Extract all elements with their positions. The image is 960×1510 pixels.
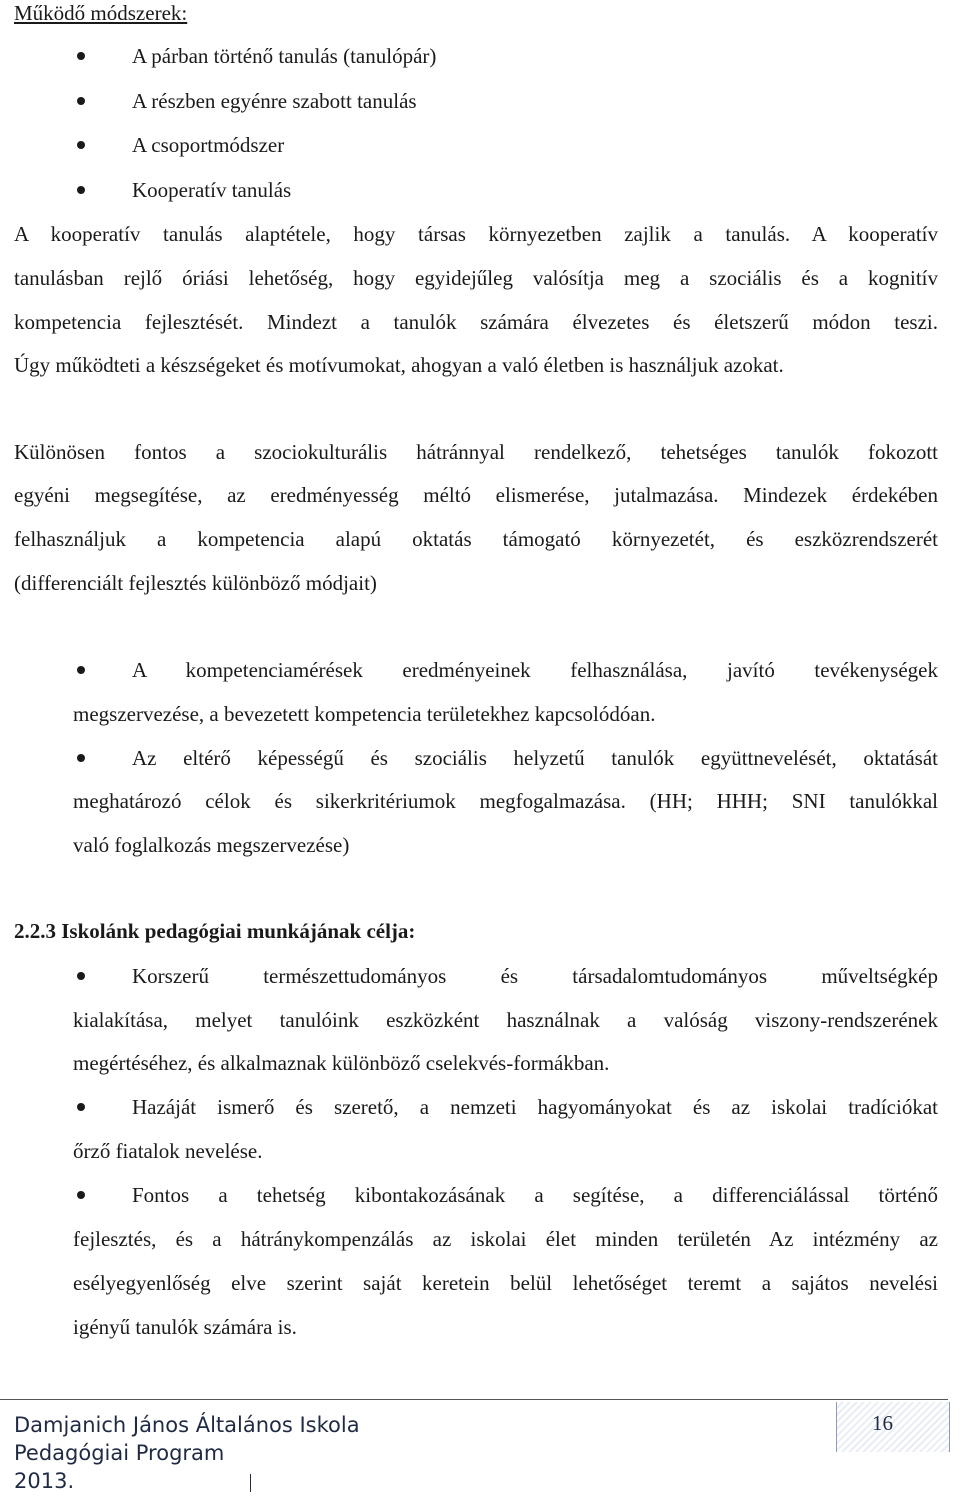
list-item-continuation: esélyegyenlőség elve szerint saját keretein belül lehetőséget teremt a sajátos nevelési <box>73 1271 938 1295</box>
bullet-icon <box>77 141 85 149</box>
paragraph-line: (differenciált fejlesztés különböző módjait) <box>14 571 377 595</box>
paragraph-line: felhasználjuk a kompetencia alapú oktatás támogató környezetét, és eszközrendszerét <box>14 527 938 551</box>
list-item: A kompetenciamérések eredményeinek felhasználása, javító tevékenységek <box>132 658 938 682</box>
footer-program-name: Pedagógiai Program <box>14 1441 225 1465</box>
list-item-continuation: megszervezése, a bevezetett kompetencia területekhez kapcsolódóan. <box>73 702 656 726</box>
list-item: A párban történő tanulás (tanulópár) <box>132 44 437 68</box>
footer-year: 2013. <box>14 1469 75 1493</box>
paragraph-line: egyéni megsegítése, az eredményesség méltó elismerése, jutalmazása. Mindezek érdekében <box>14 483 938 507</box>
bullet-icon <box>77 1103 85 1111</box>
footer-school-name: Damjanich János Általános Iskola <box>14 1413 360 1437</box>
paragraph-line: Különösen fontos a szociokulturális hátránnyal rendelkező, tehetséges tanulók fokozott <box>14 440 938 464</box>
paragraph-line: kompetencia fejlesztését. Mindezt a tanulók számára élvezetes és életszerű módon teszi. <box>14 310 938 334</box>
bullet-icon <box>77 666 85 674</box>
methods-heading: Működő módszerek: <box>14 1 188 25</box>
page-number: 16 <box>872 1411 893 1435</box>
list-item: Az eltérő képességű és szociális helyzetű tanulók együttnevelését, oktatását <box>132 746 938 770</box>
page-number-box <box>836 1402 950 1452</box>
list-item-continuation: kialakítása, melyet tanulóink eszközként használnak a valóság viszony-rendszerének <box>73 1008 938 1032</box>
footer-divider <box>0 1399 948 1400</box>
list-item-continuation: őrző fiatalok nevelése. <box>73 1139 263 1163</box>
paragraph-line: A kooperatív tanulás alaptétele, hogy társas környezetben zajlik a tanulás. A kooperatív <box>14 222 938 246</box>
list-item: Hazáját ismerő és szerető, a nemzeti hagyományokat és az iskolai tradíciókat <box>132 1095 938 1119</box>
list-item: A csoportmódszer <box>132 133 285 157</box>
list-item-continuation: megértéséhez, és alkalmaznak különböző cselekvés-formákban. <box>73 1051 610 1075</box>
bullet-icon <box>77 186 85 194</box>
section-title: 2.2.3 Iskolánk pedagógiai munkájának célja: <box>14 919 416 943</box>
paragraph-line: Úgy működteti a készségeket és motívumokat, ahogyan a való életben is használjuk azokat. <box>14 353 784 377</box>
bullet-icon <box>77 97 85 105</box>
paragraph-line: tanulásban rejlő óriási lehetőség, hogy egyidejűleg valósítja meg a szociális és a kognitív <box>14 266 938 290</box>
bullet-icon <box>77 754 85 762</box>
list-item-continuation: igényű tanulók számára is. <box>73 1315 297 1339</box>
list-item: Kooperatív tanulás <box>132 178 292 202</box>
list-item: A részben egyénre szabott tanulás <box>132 89 417 113</box>
list-item: Fontos a tehetség kibontakozásának a segítése, a differenciálással történő <box>132 1183 938 1207</box>
list-item-continuation: fejlesztés, és a hátránykompenzálás az iskolai élet minden területén Az intézmény az <box>73 1227 938 1251</box>
bullet-icon <box>77 972 85 980</box>
bullet-icon <box>77 52 85 60</box>
list-item-continuation: meghatározó célok és sikerkritériumok megfogalmazása. (HH; HHH; SNI tanulókkal <box>73 789 938 813</box>
footer-separator <box>250 1474 251 1492</box>
list-item-continuation: való foglalkozás megszervezése) <box>73 833 350 857</box>
bullet-icon <box>77 1191 85 1199</box>
list-item: Korszerű természettudományos és társadalomtudományos műveltségkép <box>132 964 938 988</box>
